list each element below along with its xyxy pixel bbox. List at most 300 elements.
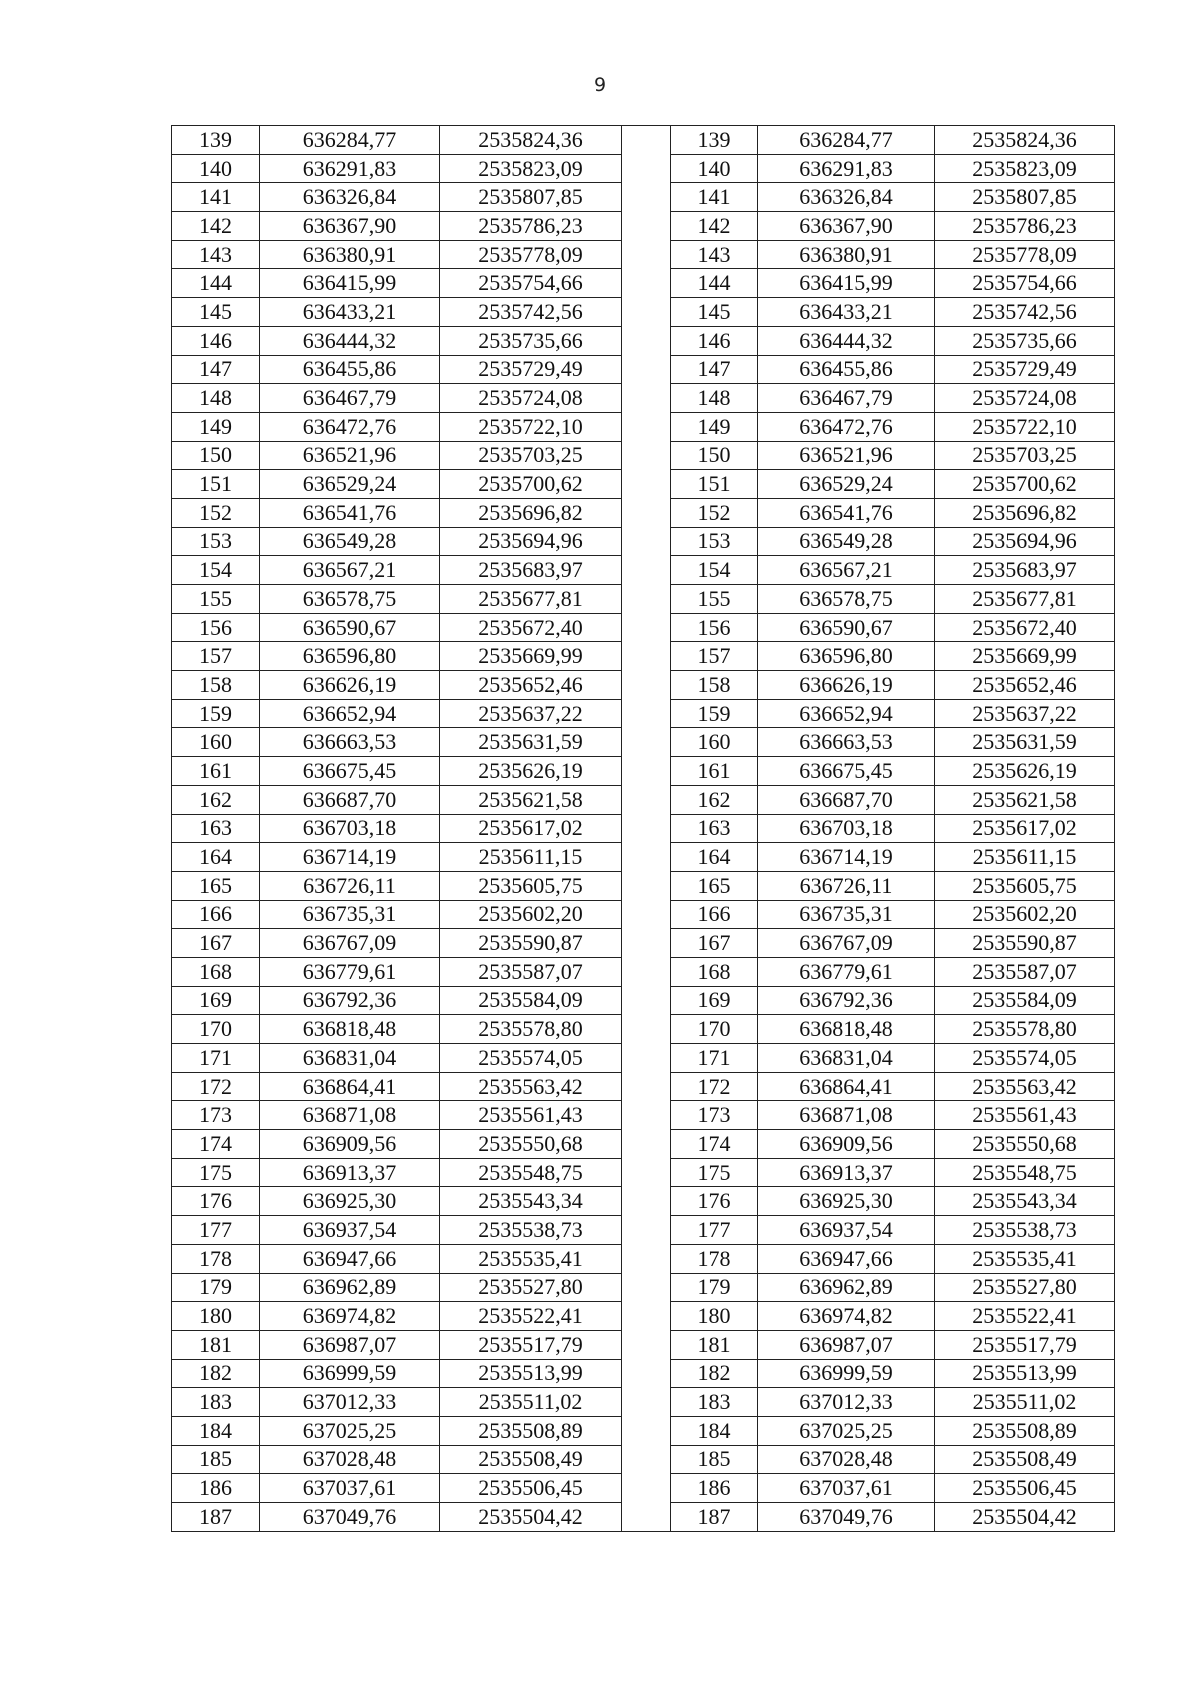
left-y-coordinate-cell: 2535778,09 <box>440 240 622 269</box>
right-point-number-cell: 139 <box>671 126 758 155</box>
left-y-coordinate-cell: 2535602,20 <box>440 900 622 929</box>
empty-separator-cell <box>622 1244 671 1273</box>
right-point-number-cell: 161 <box>671 757 758 786</box>
table-row <box>172 1388 1115 1417</box>
table-row <box>172 240 1115 269</box>
empty-separator-cell <box>622 326 671 355</box>
empty-separator-cell <box>622 1302 671 1331</box>
right-x-coordinate-cell: 636380,91 <box>758 240 935 269</box>
left-point-number-cell: 169 <box>172 986 260 1015</box>
left-point-number-cell: 164 <box>172 843 260 872</box>
left-point-number-cell: 181 <box>172 1330 260 1359</box>
empty-separator-cell <box>622 1015 671 1044</box>
table-row <box>172 1101 1115 1130</box>
left-y-coordinate-cell: 2535587,07 <box>440 957 622 986</box>
empty-separator-cell <box>622 441 671 470</box>
right-x-coordinate-cell: 636367,90 <box>758 212 935 241</box>
right-point-number-cell: 156 <box>671 613 758 642</box>
left-x-coordinate-cell: 636590,67 <box>260 613 440 642</box>
right-point-number-cell: 172 <box>671 1072 758 1101</box>
left-x-coordinate-cell: 636792,36 <box>260 986 440 1015</box>
left-point-number-cell: 147 <box>172 355 260 384</box>
left-point-number-cell: 174 <box>172 1130 260 1159</box>
right-x-coordinate-cell: 636937,54 <box>758 1216 935 1245</box>
left-x-coordinate-cell: 636909,56 <box>260 1130 440 1159</box>
right-y-coordinate-cell: 2535778,09 <box>935 240 1115 269</box>
left-y-coordinate-cell: 2535535,41 <box>440 1244 622 1273</box>
right-y-coordinate-cell: 2535631,59 <box>935 728 1115 757</box>
empty-separator-cell <box>622 900 671 929</box>
left-y-coordinate-cell: 2535517,79 <box>440 1330 622 1359</box>
empty-separator-cell <box>622 785 671 814</box>
empty-separator-cell <box>622 1158 671 1187</box>
empty-separator-cell <box>622 843 671 872</box>
left-y-coordinate-cell: 2535617,02 <box>440 814 622 843</box>
left-x-coordinate-cell: 637028,48 <box>260 1445 440 1474</box>
table-row <box>172 871 1115 900</box>
left-x-coordinate-cell: 636913,37 <box>260 1158 440 1187</box>
right-x-coordinate-cell: 636326,84 <box>758 183 935 212</box>
empty-separator-cell <box>622 1330 671 1359</box>
empty-separator-cell <box>622 154 671 183</box>
table-row <box>172 671 1115 700</box>
right-point-number-cell: 145 <box>671 298 758 327</box>
left-x-coordinate-cell: 636380,91 <box>260 240 440 269</box>
empty-separator-cell <box>622 1044 671 1073</box>
left-y-coordinate-cell: 2535696,82 <box>440 498 622 527</box>
empty-separator-cell <box>622 212 671 241</box>
left-point-number-cell: 140 <box>172 154 260 183</box>
left-point-number-cell: 142 <box>172 212 260 241</box>
table-row <box>172 212 1115 241</box>
right-point-number-cell: 162 <box>671 785 758 814</box>
table-row <box>172 986 1115 1015</box>
empty-separator-cell <box>622 871 671 900</box>
right-x-coordinate-cell: 637037,61 <box>758 1474 935 1503</box>
table-row <box>172 412 1115 441</box>
left-y-coordinate-cell: 2535574,05 <box>440 1044 622 1073</box>
right-point-number-cell: 160 <box>671 728 758 757</box>
empty-separator-cell <box>622 757 671 786</box>
empty-separator-cell <box>622 412 671 441</box>
table-row <box>172 1416 1115 1445</box>
empty-separator-cell <box>622 699 671 728</box>
left-x-coordinate-cell: 637025,25 <box>260 1416 440 1445</box>
right-x-coordinate-cell: 636818,48 <box>758 1015 935 1044</box>
empty-separator-cell <box>622 1416 671 1445</box>
left-x-coordinate-cell: 636663,53 <box>260 728 440 757</box>
empty-separator-cell <box>622 613 671 642</box>
right-y-coordinate-cell: 2535729,49 <box>935 355 1115 384</box>
left-x-coordinate-cell: 636831,04 <box>260 1044 440 1073</box>
left-point-number-cell: 156 <box>172 613 260 642</box>
left-y-coordinate-cell: 2535703,25 <box>440 441 622 470</box>
table-row <box>172 1302 1115 1331</box>
right-y-coordinate-cell: 2535506,45 <box>935 1474 1115 1503</box>
right-x-coordinate-cell: 636913,37 <box>758 1158 935 1187</box>
right-x-coordinate-cell: 636455,86 <box>758 355 935 384</box>
empty-separator-cell <box>622 1187 671 1216</box>
left-y-coordinate-cell: 2535561,43 <box>440 1101 622 1130</box>
left-y-coordinate-cell: 2535700,62 <box>440 470 622 499</box>
right-x-coordinate-cell: 636415,99 <box>758 269 935 298</box>
left-x-coordinate-cell: 636521,96 <box>260 441 440 470</box>
right-x-coordinate-cell: 636925,30 <box>758 1187 935 1216</box>
left-x-coordinate-cell: 636596,80 <box>260 642 440 671</box>
left-y-coordinate-cell: 2535563,42 <box>440 1072 622 1101</box>
table-row <box>172 441 1115 470</box>
table-row <box>172 1044 1115 1073</box>
left-x-coordinate-cell: 636687,70 <box>260 785 440 814</box>
empty-separator-cell <box>622 1474 671 1503</box>
empty-separator-cell <box>622 1101 671 1130</box>
right-y-coordinate-cell: 2535722,10 <box>935 412 1115 441</box>
right-y-coordinate-cell: 2535637,22 <box>935 699 1115 728</box>
left-x-coordinate-cell: 636974,82 <box>260 1302 440 1331</box>
left-y-coordinate-cell: 2535729,49 <box>440 355 622 384</box>
right-point-number-cell: 148 <box>671 384 758 413</box>
right-x-coordinate-cell: 637025,25 <box>758 1416 935 1445</box>
left-y-coordinate-cell: 2535538,73 <box>440 1216 622 1245</box>
table-row <box>172 814 1115 843</box>
empty-separator-cell <box>622 240 671 269</box>
table-row <box>172 1158 1115 1187</box>
left-point-number-cell: 163 <box>172 814 260 843</box>
left-x-coordinate-cell: 636284,77 <box>260 126 440 155</box>
left-point-number-cell: 183 <box>172 1388 260 1417</box>
right-y-coordinate-cell: 2535823,09 <box>935 154 1115 183</box>
left-point-number-cell: 184 <box>172 1416 260 1445</box>
empty-separator-cell <box>622 814 671 843</box>
right-y-coordinate-cell: 2535584,09 <box>935 986 1115 1015</box>
left-x-coordinate-cell: 636726,11 <box>260 871 440 900</box>
left-point-number-cell: 153 <box>172 527 260 556</box>
left-y-coordinate-cell: 2535652,46 <box>440 671 622 700</box>
right-y-coordinate-cell: 2535677,81 <box>935 585 1115 614</box>
empty-separator-cell <box>622 183 671 212</box>
left-point-number-cell: 139 <box>172 126 260 155</box>
right-point-number-cell: 163 <box>671 814 758 843</box>
left-y-coordinate-cell: 2535626,19 <box>440 757 622 786</box>
left-point-number-cell: 170 <box>172 1015 260 1044</box>
right-point-number-cell: 141 <box>671 183 758 212</box>
table-row <box>172 699 1115 728</box>
right-x-coordinate-cell: 636472,76 <box>758 412 935 441</box>
table-row <box>172 1474 1115 1503</box>
right-y-coordinate-cell: 2535543,34 <box>935 1187 1115 1216</box>
table-row <box>172 1244 1115 1273</box>
left-point-number-cell: 178 <box>172 1244 260 1273</box>
right-point-number-cell: 186 <box>671 1474 758 1503</box>
right-x-coordinate-cell: 636999,59 <box>758 1359 935 1388</box>
left-x-coordinate-cell: 636541,76 <box>260 498 440 527</box>
right-point-number-cell: 183 <box>671 1388 758 1417</box>
right-y-coordinate-cell: 2535508,89 <box>935 1416 1115 1445</box>
table-row <box>172 298 1115 327</box>
left-x-coordinate-cell: 636714,19 <box>260 843 440 872</box>
left-x-coordinate-cell: 636415,99 <box>260 269 440 298</box>
right-y-coordinate-cell: 2535694,96 <box>935 527 1115 556</box>
left-x-coordinate-cell: 636626,19 <box>260 671 440 700</box>
empty-separator-cell <box>622 384 671 413</box>
right-point-number-cell: 165 <box>671 871 758 900</box>
empty-separator-cell <box>622 986 671 1015</box>
left-point-number-cell: 161 <box>172 757 260 786</box>
right-y-coordinate-cell: 2535504,42 <box>935 1503 1115 1532</box>
left-point-number-cell: 179 <box>172 1273 260 1302</box>
left-point-number-cell: 171 <box>172 1044 260 1073</box>
right-y-coordinate-cell: 2535824,36 <box>935 126 1115 155</box>
left-x-coordinate-cell: 637049,76 <box>260 1503 440 1532</box>
table-row <box>172 1445 1115 1474</box>
left-x-coordinate-cell: 637037,61 <box>260 1474 440 1503</box>
right-point-number-cell: 144 <box>671 269 758 298</box>
right-x-coordinate-cell: 636864,41 <box>758 1072 935 1101</box>
table-row <box>172 355 1115 384</box>
empty-separator-cell <box>622 585 671 614</box>
page-number: 9 <box>593 74 607 96</box>
empty-separator-cell <box>622 642 671 671</box>
right-x-coordinate-cell: 636779,61 <box>758 957 935 986</box>
right-y-coordinate-cell: 2535696,82 <box>935 498 1115 527</box>
right-point-number-cell: 153 <box>671 527 758 556</box>
right-y-coordinate-cell: 2535535,41 <box>935 1244 1115 1273</box>
left-x-coordinate-cell: 636578,75 <box>260 585 440 614</box>
right-y-coordinate-cell: 2535703,25 <box>935 441 1115 470</box>
left-point-number-cell: 148 <box>172 384 260 413</box>
left-y-coordinate-cell: 2535807,85 <box>440 183 622 212</box>
right-point-number-cell: 169 <box>671 986 758 1015</box>
right-point-number-cell: 155 <box>671 585 758 614</box>
right-point-number-cell: 140 <box>671 154 758 183</box>
empty-separator-cell <box>622 126 671 155</box>
right-x-coordinate-cell: 636291,83 <box>758 154 935 183</box>
left-x-coordinate-cell: 636472,76 <box>260 412 440 441</box>
left-y-coordinate-cell: 2535786,23 <box>440 212 622 241</box>
left-x-coordinate-cell: 636549,28 <box>260 527 440 556</box>
right-x-coordinate-cell: 636578,75 <box>758 585 935 614</box>
left-x-coordinate-cell: 636925,30 <box>260 1187 440 1216</box>
right-x-coordinate-cell: 636974,82 <box>758 1302 935 1331</box>
left-y-coordinate-cell: 2535672,40 <box>440 613 622 642</box>
right-x-coordinate-cell: 636714,19 <box>758 843 935 872</box>
left-point-number-cell: 182 <box>172 1359 260 1388</box>
left-x-coordinate-cell: 637012,33 <box>260 1388 440 1417</box>
left-y-coordinate-cell: 2535508,89 <box>440 1416 622 1445</box>
right-x-coordinate-cell: 636947,66 <box>758 1244 935 1273</box>
right-x-coordinate-cell: 636549,28 <box>758 527 935 556</box>
left-point-number-cell: 168 <box>172 957 260 986</box>
left-point-number-cell: 154 <box>172 556 260 585</box>
right-point-number-cell: 173 <box>671 1101 758 1130</box>
right-y-coordinate-cell: 2535617,02 <box>935 814 1115 843</box>
right-point-number-cell: 179 <box>671 1273 758 1302</box>
right-y-coordinate-cell: 2535807,85 <box>935 183 1115 212</box>
left-y-coordinate-cell: 2535823,09 <box>440 154 622 183</box>
right-y-coordinate-cell: 2535538,73 <box>935 1216 1115 1245</box>
empty-separator-cell <box>622 498 671 527</box>
left-x-coordinate-cell: 636871,08 <box>260 1101 440 1130</box>
right-x-coordinate-cell: 636541,76 <box>758 498 935 527</box>
left-y-coordinate-cell: 2535605,75 <box>440 871 622 900</box>
left-point-number-cell: 176 <box>172 1187 260 1216</box>
empty-separator-cell <box>622 269 671 298</box>
table-row <box>172 843 1115 872</box>
left-y-coordinate-cell: 2535506,45 <box>440 1474 622 1503</box>
left-x-coordinate-cell: 636455,86 <box>260 355 440 384</box>
right-y-coordinate-cell: 2535626,19 <box>935 757 1115 786</box>
right-y-coordinate-cell: 2535669,99 <box>935 642 1115 671</box>
left-point-number-cell: 151 <box>172 470 260 499</box>
left-y-coordinate-cell: 2535631,59 <box>440 728 622 757</box>
right-y-coordinate-cell: 2535621,58 <box>935 785 1115 814</box>
left-point-number-cell: 152 <box>172 498 260 527</box>
right-y-coordinate-cell: 2535605,75 <box>935 871 1115 900</box>
left-point-number-cell: 167 <box>172 929 260 958</box>
right-x-coordinate-cell: 636590,67 <box>758 613 935 642</box>
left-point-number-cell: 186 <box>172 1474 260 1503</box>
right-point-number-cell: 181 <box>671 1330 758 1359</box>
right-x-coordinate-cell: 636444,32 <box>758 326 935 355</box>
left-point-number-cell: 159 <box>172 699 260 728</box>
table-row <box>172 1130 1115 1159</box>
right-point-number-cell: 159 <box>671 699 758 728</box>
table-row <box>172 498 1115 527</box>
right-y-coordinate-cell: 2535587,07 <box>935 957 1115 986</box>
left-y-coordinate-cell: 2535669,99 <box>440 642 622 671</box>
empty-separator-cell <box>622 1359 671 1388</box>
empty-separator-cell <box>622 527 671 556</box>
left-point-number-cell: 187 <box>172 1503 260 1532</box>
empty-separator-cell <box>622 298 671 327</box>
left-point-number-cell: 157 <box>172 642 260 671</box>
left-x-coordinate-cell: 636567,21 <box>260 556 440 585</box>
right-x-coordinate-cell: 636703,18 <box>758 814 935 843</box>
left-point-number-cell: 141 <box>172 183 260 212</box>
left-y-coordinate-cell: 2535543,34 <box>440 1187 622 1216</box>
left-x-coordinate-cell: 636818,48 <box>260 1015 440 1044</box>
table-row <box>172 556 1115 585</box>
left-x-coordinate-cell: 636937,54 <box>260 1216 440 1245</box>
left-point-number-cell: 145 <box>172 298 260 327</box>
right-point-number-cell: 166 <box>671 900 758 929</box>
left-y-coordinate-cell: 2535621,58 <box>440 785 622 814</box>
right-y-coordinate-cell: 2535574,05 <box>935 1044 1115 1073</box>
left-x-coordinate-cell: 636703,18 <box>260 814 440 843</box>
right-y-coordinate-cell: 2535548,75 <box>935 1158 1115 1187</box>
right-x-coordinate-cell: 636284,77 <box>758 126 935 155</box>
left-point-number-cell: 158 <box>172 671 260 700</box>
empty-separator-cell <box>622 1216 671 1245</box>
right-x-coordinate-cell: 636987,07 <box>758 1330 935 1359</box>
right-point-number-cell: 154 <box>671 556 758 585</box>
right-y-coordinate-cell: 2535590,87 <box>935 929 1115 958</box>
table-row <box>172 585 1115 614</box>
table-row <box>172 642 1115 671</box>
right-x-coordinate-cell: 636652,94 <box>758 699 935 728</box>
right-x-coordinate-cell: 637028,48 <box>758 1445 935 1474</box>
right-x-coordinate-cell: 636767,09 <box>758 929 935 958</box>
left-x-coordinate-cell: 636467,79 <box>260 384 440 413</box>
table-row <box>172 470 1115 499</box>
right-y-coordinate-cell: 2535513,99 <box>935 1359 1115 1388</box>
left-y-coordinate-cell: 2535522,41 <box>440 1302 622 1331</box>
right-y-coordinate-cell: 2535563,42 <box>935 1072 1115 1101</box>
left-y-coordinate-cell: 2535724,08 <box>440 384 622 413</box>
right-y-coordinate-cell: 2535522,41 <box>935 1302 1115 1331</box>
left-point-number-cell: 146 <box>172 326 260 355</box>
right-x-coordinate-cell: 637012,33 <box>758 1388 935 1417</box>
table-row <box>172 269 1115 298</box>
right-y-coordinate-cell: 2535652,46 <box>935 671 1115 700</box>
table-row <box>172 613 1115 642</box>
left-y-coordinate-cell: 2535742,56 <box>440 298 622 327</box>
coordinates-table <box>171 125 1115 1532</box>
left-y-coordinate-cell: 2535824,36 <box>440 126 622 155</box>
table-row <box>172 1503 1115 1532</box>
right-point-number-cell: 147 <box>671 355 758 384</box>
left-x-coordinate-cell: 636735,31 <box>260 900 440 929</box>
table-row <box>172 1330 1115 1359</box>
right-y-coordinate-cell: 2535561,43 <box>935 1101 1115 1130</box>
right-x-coordinate-cell: 636675,45 <box>758 757 935 786</box>
right-y-coordinate-cell: 2535602,20 <box>935 900 1115 929</box>
right-point-number-cell: 185 <box>671 1445 758 1474</box>
table-row <box>172 757 1115 786</box>
left-x-coordinate-cell: 636675,45 <box>260 757 440 786</box>
right-x-coordinate-cell: 636663,53 <box>758 728 935 757</box>
right-x-coordinate-cell: 636831,04 <box>758 1044 935 1073</box>
right-x-coordinate-cell: 636433,21 <box>758 298 935 327</box>
left-x-coordinate-cell: 636947,66 <box>260 1244 440 1273</box>
empty-separator-cell <box>622 671 671 700</box>
right-y-coordinate-cell: 2535700,62 <box>935 470 1115 499</box>
empty-separator-cell <box>622 1503 671 1532</box>
right-point-number-cell: 150 <box>671 441 758 470</box>
right-point-number-cell: 157 <box>671 642 758 671</box>
empty-separator-cell <box>622 929 671 958</box>
table-row <box>172 1187 1115 1216</box>
left-y-coordinate-cell: 2535578,80 <box>440 1015 622 1044</box>
left-point-number-cell: 160 <box>172 728 260 757</box>
right-x-coordinate-cell: 636529,24 <box>758 470 935 499</box>
right-point-number-cell: 168 <box>671 957 758 986</box>
right-point-number-cell: 178 <box>671 1244 758 1273</box>
right-y-coordinate-cell: 2535527,80 <box>935 1273 1115 1302</box>
left-x-coordinate-cell: 636433,21 <box>260 298 440 327</box>
left-y-coordinate-cell: 2535508,49 <box>440 1445 622 1474</box>
left-y-coordinate-cell: 2535683,97 <box>440 556 622 585</box>
left-x-coordinate-cell: 636291,83 <box>260 154 440 183</box>
left-y-coordinate-cell: 2535611,15 <box>440 843 622 872</box>
right-point-number-cell: 174 <box>671 1130 758 1159</box>
right-x-coordinate-cell: 636596,80 <box>758 642 935 671</box>
left-y-coordinate-cell: 2535590,87 <box>440 929 622 958</box>
right-point-number-cell: 177 <box>671 1216 758 1245</box>
left-x-coordinate-cell: 636987,07 <box>260 1330 440 1359</box>
right-x-coordinate-cell: 636735,31 <box>758 900 935 929</box>
table-row <box>172 957 1115 986</box>
right-x-coordinate-cell: 636467,79 <box>758 384 935 413</box>
empty-separator-cell <box>622 728 671 757</box>
right-y-coordinate-cell: 2535683,97 <box>935 556 1115 585</box>
right-x-coordinate-cell: 636909,56 <box>758 1130 935 1159</box>
right-point-number-cell: 171 <box>671 1044 758 1073</box>
left-y-coordinate-cell: 2535722,10 <box>440 412 622 441</box>
left-point-number-cell: 149 <box>172 412 260 441</box>
left-x-coordinate-cell: 636326,84 <box>260 183 440 212</box>
left-point-number-cell: 172 <box>172 1072 260 1101</box>
